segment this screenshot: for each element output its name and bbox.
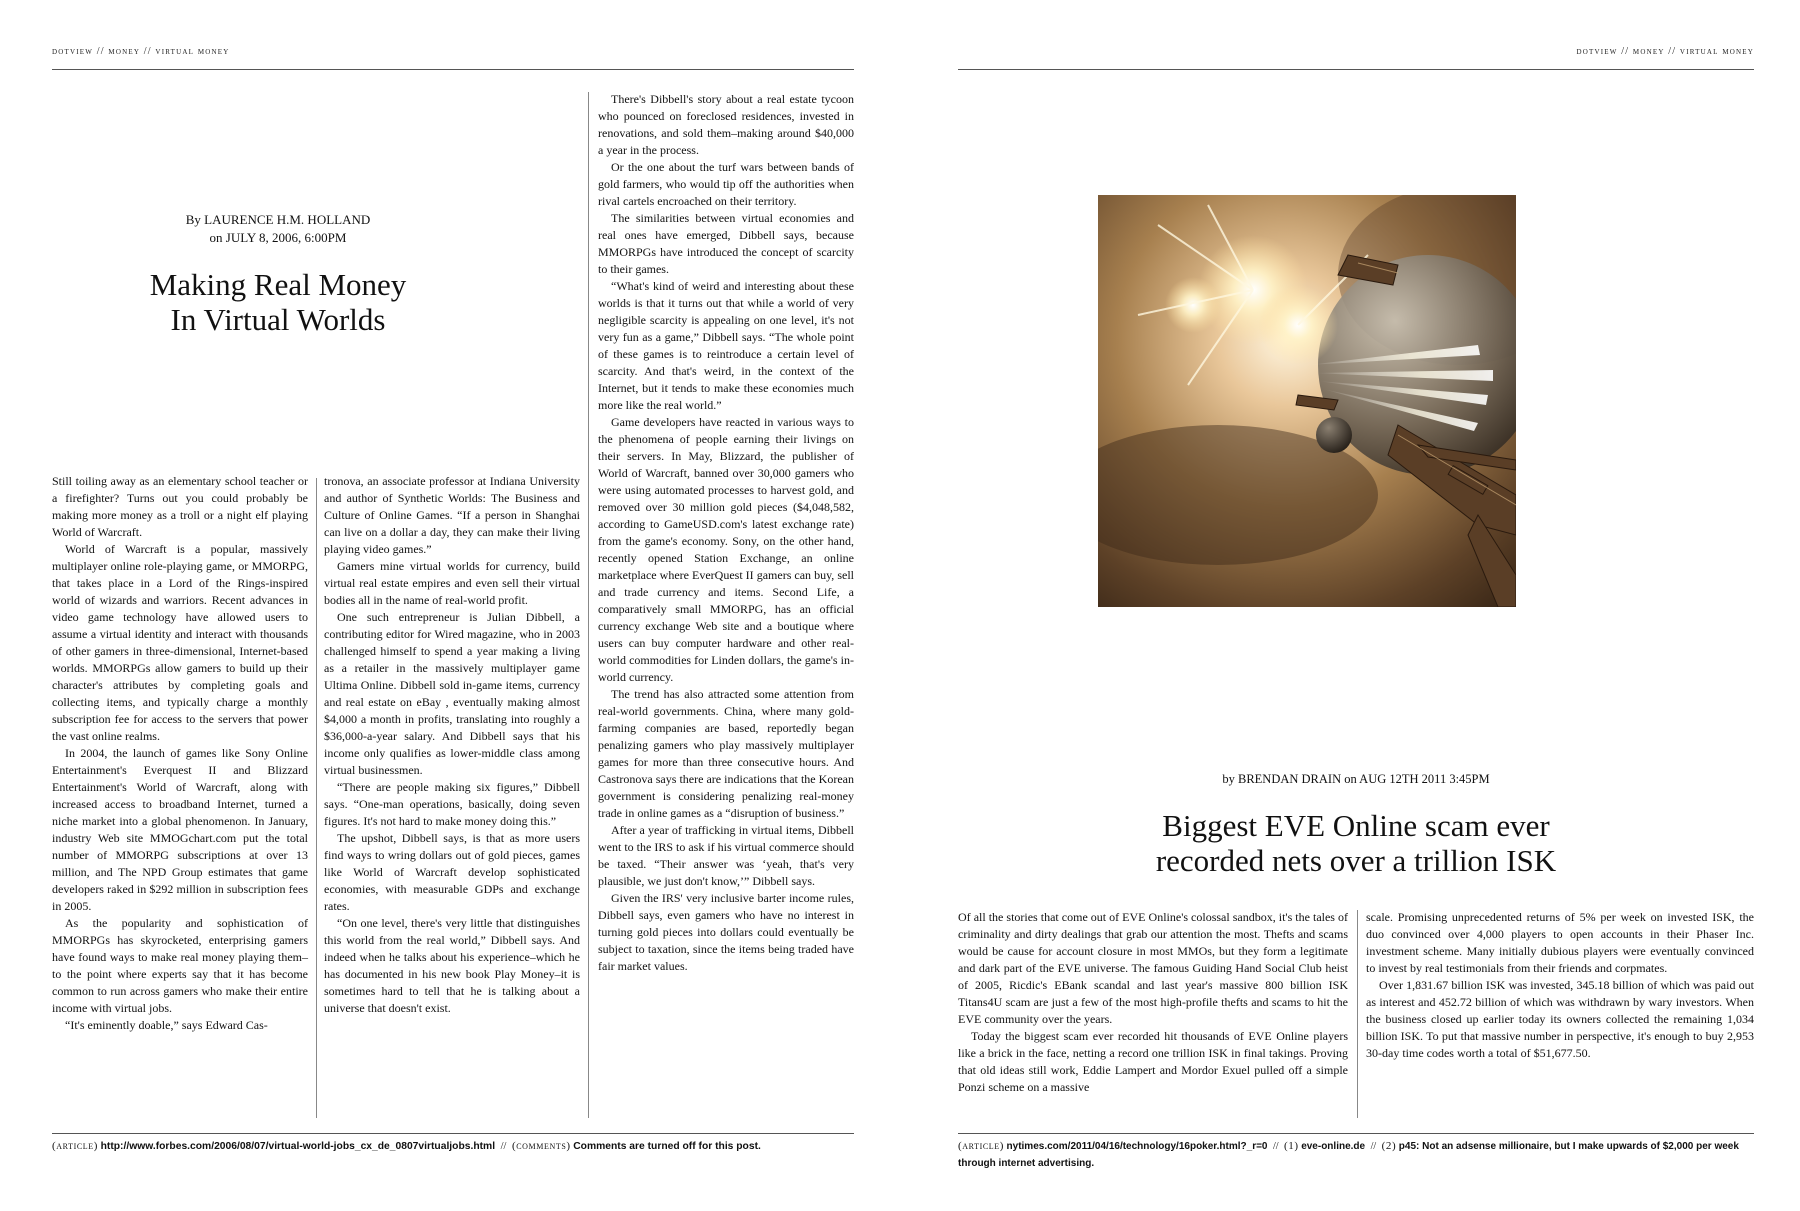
comments-tag: (comments)	[511, 1140, 571, 1152]
column-rule	[1357, 910, 1358, 1118]
article-tag: (article)	[958, 1140, 1005, 1152]
space-battle-illustration	[1098, 195, 1516, 607]
headline-line-2: recorded nets over a trillion ISK	[1155, 843, 1557, 878]
byline-author: BRENDAN DRAIN	[1237, 772, 1342, 786]
byline-by: By	[185, 212, 201, 227]
paragraph: Of all the stories that come out of EVE Online's colossal sandbox, it's the tales of criminality and dirty dealings that grab our attention the most. Thefts and scams would be cause for account closure in most MMOs, but they form a legitimate and dark part of the EVE universe. The famous Guiding Hand Social Club heist of 2005, Ricdic's EBank scandal and last year's massive 800 billion ISK Titans4U scam are just a few of the most high-profile thefts and scams to hit the EVE community over the years.	[958, 910, 1348, 1026]
running-head: dotview // money // virtual money	[1576, 46, 1754, 57]
paragraph: Given the IRS' very inclusive barter income rules, Dibbell says, even gamers who have no interest in turning gold pieces into dollars could eventually be subject to taxation, since the items being traded have fair market values.	[598, 891, 854, 973]
paragraph: Today the biggest scam ever recorded hit thousands of EVE Online players like a brick in the face, netting a record one trillion ISK in final takings. Proving that old ideas still work, Eddie Lampert and Mordor Exuel pulled off a simple Ponzi scheme on a massive	[958, 1029, 1348, 1094]
article-column-2	[324, 473, 580, 1017]
footer-rule	[958, 1133, 1754, 1134]
paragraph: World of Warcraft is a popular, massively multiplayer online role-playing game, or MMORPG, that takes place in a Lord of the Rings-inspired world of wizards and warriors. Recent advances in video game technology have allowed users to assume a virtual identity and interact with thousands of other gamers in three-dimensional, Internet-based worlds. MMORPGs allow gamers to build up their character's attributes by completing goals and collecting items, and typically charge a monthly subscription fee for access to the servers that power the vast online realms.	[52, 542, 308, 743]
paragraph: tronova, an associate professor at Indiana University and author of Synthetic Worlds: The Business and Culture of Online Games. “If a person in Shanghai can live on a dollar a day, they can make their living playing video games.”	[324, 474, 580, 556]
byline-on: on	[209, 230, 223, 245]
separator: //	[1272, 1141, 1279, 1152]
paragraph: The similarities between virtual economies and real ones have emerged, Dibbell says, because MMORPGs have introduced the concept of scarcity to their games.	[598, 211, 854, 276]
ref-2-tag: (2)	[1381, 1140, 1397, 1152]
header-rule	[958, 69, 1754, 70]
paragraph: The trend has also attracted some attention from real-world governments. China, where many gold-farming companies are based, reportedly began penalizing gamers who play massively multiplayer games for more than three consecutive hours. And Castronova says there are indications that the Korean government is considering penalizing real-money trade in online games as a “disruption of business.”	[598, 687, 854, 820]
paragraph: “There are people making six figures,” Dibbell says. “One-man operations, basically, doing seven figures. It's not hard to make money doing this.”	[324, 780, 580, 828]
separator: //	[1370, 1141, 1377, 1152]
separator: //	[500, 1141, 507, 1152]
byline-date: JULY 8, 2006, 6:00PM	[225, 230, 347, 245]
comments-note: Comments are turned off for this post.	[573, 1141, 761, 1152]
space-battle-image	[1098, 195, 1516, 607]
article-column-1	[958, 909, 1348, 1096]
paragraph: “On one level, there's very little that distinguishes this world from the real world,” Dibbell says. And indeed when he talks about his experience–which he has documented in his new book Play Money–it is sometimes hard to tell that he is talking about a universe that doesn't exist.	[324, 916, 580, 1015]
byline	[52, 211, 504, 247]
paragraph: Still toiling away as an elementary school teacher or a firefighter? Turns out you could probably be making more money as a troll or a night elf playing World of Warcraft.	[52, 474, 308, 539]
running-head: dotview // money // virtual money	[52, 46, 230, 57]
paragraph: Or the one about the turf wars between bands of gold farmers, who would tip off the authorities when rival cartels encroached on their territory.	[598, 160, 854, 208]
article-column-3	[598, 91, 854, 975]
ref-1-tag: (1)	[1284, 1140, 1299, 1152]
ref-1-link[interactable]: eve-online.de	[1301, 1141, 1366, 1152]
article-column-1	[52, 473, 308, 1034]
article-link[interactable]: nytimes.com/2011/04/16/technology/16poker.html?_r=0	[1006, 1141, 1268, 1152]
article-column-2	[1366, 909, 1754, 1062]
byline-on: on	[1344, 772, 1357, 786]
paragraph: “It's eminently doable,” says Edward Cas-	[65, 1018, 268, 1032]
column-rule	[316, 478, 317, 1118]
headline	[52, 267, 504, 337]
paragraph: There's Dibbell's story about a real estate tycoon who pounced on foreclosed residences, invested in renovations, and sold them–making around $40,000 a year in the process.	[598, 92, 854, 157]
article-tag: (article)	[52, 1140, 99, 1152]
footer-rule	[52, 1133, 854, 1134]
byline-date: AUG 12TH 2011 3:45PM	[1359, 772, 1490, 786]
paragraph: Gamers mine virtual worlds for currency, build virtual real estate empires and even sell their virtual bodies all in the name of real-world profit.	[324, 559, 580, 607]
headline-line-1: Making Real Money	[149, 267, 407, 302]
article-link[interactable]: http://www.forbes.com/2006/08/07/virtual-world-jobs_cx_de_0807virtualjobs.html	[100, 1141, 496, 1152]
byline-by: by	[1222, 772, 1235, 786]
headline-line-1: Biggest EVE Online scam ever	[1162, 808, 1550, 843]
footer-links	[52, 1138, 822, 1155]
paragraph: One such entrepreneur is Julian Dibbell, a contributing editor for Wired magazine, who in 2003 challenged himself to spend a year making a living as a retailer in the massively multiplayer game Ultima Online. Dibbell sold in-game items, currency and real estate on eBay , eventually making almost $4,000 a month in profits, translating into roughly a $36,000-a-year salary. And Dibbell says that his income only qualifies as lower-middle class among virtual businessmen.	[324, 610, 580, 777]
headline-line-2: In Virtual Worlds	[170, 302, 386, 337]
paragraph: As the popularity and sophistication of MMORPGs has skyrocketed, enterprising gamers have found ways to make real money playing them–to the point where experts say that it has become common to run across gamers who make their entire income with virtual jobs.	[52, 916, 308, 1015]
paragraph: In 2004, the launch of games like Sony Online Entertainment's Everquest II and Blizzard Entertainment's World of Warcraft, along with increased access to broadband Internet, turned a niche market into a global phenomenon. In January, industry Web site MMOGchart.com put the total number of MMORPG subscriptions at over 13 million, and The NPD Group estimates that game developers raked in $292 million in subscription fees in 2005.	[52, 746, 308, 913]
footer-links	[958, 1138, 1754, 1172]
paragraph: The upshot, Dibbell says, is that as more users find ways to wring dollars out of gold pieces, games like World of Warcraft develop sophisticated economies, with measurable GDPs and exchange rates.	[324, 831, 580, 913]
column-rule	[588, 92, 589, 1118]
paragraph: scale. Promising unprecedented returns of 5% per week on invested ISK, the duo convinced over 4,000 players to open accounts in their Phaser Inc. investment scheme. Many initially dubious players were eventually convinced to invest by real testimonials from their friends and corpmates.	[1366, 910, 1754, 975]
paragraph: “What's kind of weird and interesting about these worlds is that it turns out that while a world of very negligible scarcity is appealing on one level, it's not very fun as a game,” Dibbell says. “The whole point of these games is to reintroduce a certain level of scarcity. And that's weird, in the context of the Internet, but it tends to make these economies much more like the real world.”	[598, 279, 854, 412]
paragraph: After a year of trafficking in virtual items, Dibbell went to the IRS to ask if his virtual commerce should be taxed. “Their answer was ‘yeah, that's very plausible, we just don't know,’” Dibbell says.	[598, 823, 854, 888]
ref-2-note: p45: Not an adsense millionaire, but I make upwards of $2,000 per week through internet advertising.	[958, 1141, 1739, 1169]
headline	[958, 808, 1754, 878]
paragraph: Over 1,831.67 billion ISK was invested, 345.18 billion of which was paid out as interest and 452.72 billion of which was withdrawn by wary investors. When the business closed up earlier today its owners collected the remaining 1,034 billion ISK. To put that massive number in perspective, it's enough to buy 2,953 30-day time codes worth a total of $51,677.50.	[1366, 978, 1754, 1060]
byline-author: LAURENCE H.M. HOLLAND	[204, 212, 371, 227]
paragraph: Game developers have reacted in various ways to the phenomena of people earning their livings on their servers. In May, Blizzard, the publisher of World of Warcraft, banned over 30,000 gamers who were using automated processes to harvest gold, and removed over 30 million gold pieces ($4,048,582, according to GameUSD.com's latest exchange rate) from the game's economy. Sony, on the other hand, recently opened Station Exchange, an online marketplace where EverQuest II gamers can buy, sell and trade currency and items. Second Life, a comparatively small MMORPG, has an official currency exchange Web site and a boutique where users can buy computer hardware and other real-world commodities for Linden dollars, the game's in-world currency.	[598, 415, 854, 684]
byline	[958, 770, 1754, 788]
header-rule	[52, 69, 854, 70]
